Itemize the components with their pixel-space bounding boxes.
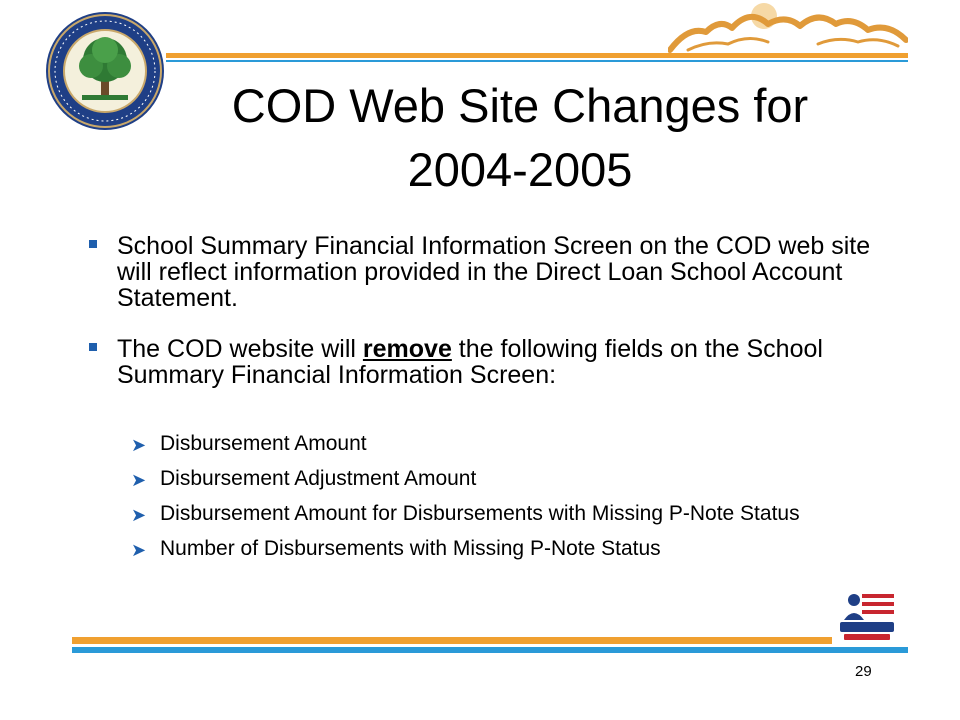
sub-bullet-item: [131, 468, 891, 490]
bullet-item: [86, 336, 886, 388]
arrow-bullet-icon: ➤: [131, 470, 147, 490]
bullet-list: [86, 233, 886, 413]
bullet-text: School Summary Financial Information Screen on the COD web site will reflect information provided in the Direct Loan School Account Statement.: [117, 232, 871, 312]
arrow-bullet-icon: ➤: [131, 540, 147, 560]
sub-bullet-text: Disbursement Adjustment Amount: [160, 467, 477, 490]
bullet-item: [86, 233, 886, 311]
header-rule-blue: [166, 60, 908, 62]
department-of-education-seal-icon: [44, 10, 166, 132]
sub-bullet-list: [131, 433, 891, 573]
slide-title: COD Web Site Changes for 2004-2005: [231, 79, 809, 196]
bullet-text-tail: the following fields on the School Summary Financial Information Screen:: [117, 335, 823, 389]
footer-rule-blue: [72, 647, 908, 653]
sub-bullet-text: Number of Disbursements with Missing P-Note Status: [160, 537, 661, 560]
sub-bullet-item: [131, 538, 891, 560]
square-bullet-icon: [89, 240, 97, 248]
sub-bullet-text: Disbursement Amount: [160, 432, 367, 455]
sub-bullet-item: [131, 503, 891, 525]
sub-bullet-text: Disbursement Amount for Disbursements with Missing P-Note Status: [160, 502, 800, 525]
page-number: 29: [855, 663, 872, 680]
square-bullet-icon: [89, 343, 97, 351]
no-child-left-behind-logo-icon: [836, 588, 898, 646]
bullet-emphasis: remove: [362, 335, 452, 363]
sub-bullet-item: [131, 433, 891, 455]
arrow-bullet-icon: ➤: [131, 435, 147, 455]
arrow-bullet-icon: ➤: [131, 505, 147, 525]
mountains-sun-logo-icon: [668, 0, 908, 60]
footer-rule-orange: [72, 637, 832, 644]
bullet-text-lead: The COD website will: [117, 335, 363, 363]
header-rule-orange: [166, 53, 908, 58]
